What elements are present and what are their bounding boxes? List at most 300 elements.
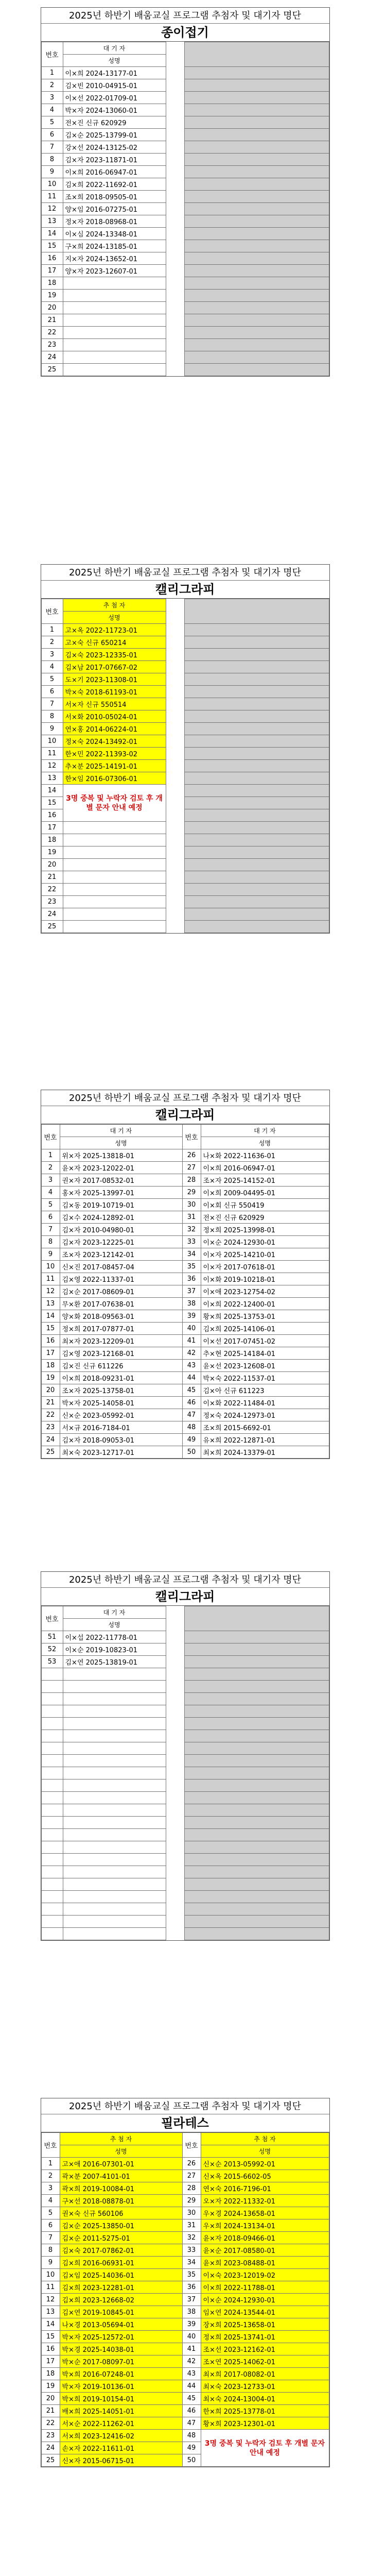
participant-name: 전×진 신규 620929 xyxy=(201,1211,329,1224)
table-row xyxy=(41,1866,329,1878)
side-column-cell xyxy=(184,723,329,735)
participant-name: 구×희 2024-13185-01 xyxy=(63,240,166,252)
column-header-number: 번호 xyxy=(182,1125,201,1149)
participant-name xyxy=(63,277,166,290)
participant-name xyxy=(63,1780,166,1792)
row-number: 7 xyxy=(41,698,63,710)
row-number: 6 xyxy=(41,1211,60,1224)
table-row xyxy=(41,673,329,686)
table-row xyxy=(41,908,329,921)
participant-name: 황×희 2023-12301-01 xyxy=(201,2417,329,2430)
side-column-cell xyxy=(184,351,329,364)
participant-name xyxy=(63,327,166,339)
notice-text: 3명 중복 및 누락자 검토 후 개별 문자 안내 예정 xyxy=(63,785,166,822)
program-name: 캘리그라피 xyxy=(41,1106,329,1124)
table-row xyxy=(41,240,329,252)
row-number: 3 xyxy=(41,649,63,661)
table-row xyxy=(41,1656,329,1668)
table-row xyxy=(41,1248,329,1261)
participant-name: 임×연 2024-13544-01 xyxy=(201,2306,329,2318)
row-number: 2 xyxy=(41,636,63,649)
table-row xyxy=(41,2368,329,2380)
row-number: 9 xyxy=(41,723,63,735)
table-row xyxy=(41,1693,329,1705)
table-row xyxy=(41,1310,329,1323)
participant-name: 정×자 2018-08968-01 xyxy=(63,215,166,228)
participant-name xyxy=(63,1742,166,1755)
table-row xyxy=(41,1397,329,1409)
side-column-cell xyxy=(184,636,329,649)
table-row xyxy=(41,2182,329,2195)
row-number: 15 xyxy=(41,1323,60,1335)
header-row xyxy=(41,599,329,612)
table-row xyxy=(41,1323,329,1335)
table-row xyxy=(41,166,329,178)
participant-name: 장×희 2025-13658-01 xyxy=(201,2318,329,2331)
table-row xyxy=(41,2195,329,2207)
column-header-number: 번호 xyxy=(182,2133,201,2158)
participant-name: 양×자 2023-12607-01 xyxy=(63,265,166,277)
row-number: 22 xyxy=(41,2417,60,2430)
participant-name: 한×민 2022-11393-02 xyxy=(63,748,166,760)
row-number: 7 xyxy=(41,1224,60,1236)
row-number: 30 xyxy=(182,1199,201,1211)
side-column-cell xyxy=(184,1693,329,1705)
participant-name: 김×아 신규 611223 xyxy=(201,1384,329,1397)
table-row xyxy=(41,191,329,203)
row-number: 15 xyxy=(41,797,63,809)
table-row xyxy=(41,896,329,908)
table-row xyxy=(41,141,329,154)
row-number: 17 xyxy=(41,822,63,834)
sheet-calligraphy-waitlist-continued xyxy=(41,1571,330,1941)
row-number: 30 xyxy=(182,2207,201,2219)
participant-name xyxy=(63,314,166,327)
side-column-cell xyxy=(184,1878,329,1891)
row-number: 7 xyxy=(41,2232,60,2244)
row-number: 49 xyxy=(182,1434,201,1446)
participant-name: 김×숙 2017-07862-01 xyxy=(60,2244,182,2257)
spacer-cell xyxy=(166,42,184,376)
table-row xyxy=(41,1878,329,1891)
side-column-cell xyxy=(184,191,329,203)
header-row xyxy=(41,2133,329,2145)
row-number: 1 xyxy=(41,624,63,636)
side-column-cell xyxy=(184,67,329,79)
row-number: 16 xyxy=(41,2343,60,2355)
row-number: 1 xyxy=(41,1149,60,1162)
participant-name: 김×자 2023-11871-01 xyxy=(63,154,166,166)
table-row xyxy=(41,723,329,735)
row-number xyxy=(41,1681,63,1693)
row-number: 43 xyxy=(182,2368,201,2380)
participant-name: 나×화 2022-11636-01 xyxy=(201,1149,329,1162)
table-row xyxy=(41,252,329,265)
row-number: 21 xyxy=(41,1397,60,1409)
participant-name: 박×자 2024-13060-01 xyxy=(63,104,166,116)
row-number: 45 xyxy=(182,1384,201,1397)
table-row xyxy=(41,178,329,191)
column-header-group: 추 첨 자 xyxy=(63,599,166,612)
participant-name xyxy=(63,1841,166,1854)
side-column-cell xyxy=(184,314,329,327)
participant-name xyxy=(63,1718,166,1730)
column-header-name: 성명 xyxy=(63,1619,166,1631)
table-row xyxy=(41,710,329,723)
row-number: 37 xyxy=(182,1285,201,1298)
table-row xyxy=(41,1631,329,1643)
participant-name: 박×숙 2022-11537-01 xyxy=(201,1372,329,1384)
row-number: 23 xyxy=(41,896,63,908)
table-row xyxy=(41,2430,329,2442)
participant-name xyxy=(63,1854,166,1866)
row-number xyxy=(41,1891,63,1903)
table-row xyxy=(41,1187,329,1199)
participant-name: 홍×자 2025-13997-01 xyxy=(60,1187,182,1199)
side-column-cell xyxy=(184,624,329,636)
row-number: 25 xyxy=(41,364,63,376)
side-column-cell xyxy=(184,846,329,859)
row-number: 5 xyxy=(41,2207,60,2219)
participant-name xyxy=(63,896,166,908)
side-column-cell xyxy=(184,302,329,314)
table-row xyxy=(41,760,329,772)
participant-name xyxy=(63,1878,166,1891)
participant-name: 김×연 2019-10845-01 xyxy=(60,2306,182,2318)
row-number: 48 xyxy=(182,1421,201,1434)
row-number: 45 xyxy=(182,2393,201,2405)
side-column-cell xyxy=(184,1841,329,1854)
side-column-cell xyxy=(184,859,329,871)
side-column-cell xyxy=(184,1903,329,1916)
table-row xyxy=(41,1903,329,1916)
row-number: 25 xyxy=(41,1446,60,1459)
participant-name: 권×자 2017-08532-01 xyxy=(60,1174,182,1187)
sheet-origami xyxy=(41,7,330,377)
participant-name xyxy=(63,1866,166,1878)
row-number: 9 xyxy=(41,1248,60,1261)
table-row xyxy=(41,2269,329,2281)
side-column-cell xyxy=(184,834,329,846)
participant-name: 윤×선 2023-12608-01 xyxy=(201,1360,329,1372)
table-row xyxy=(41,67,329,79)
table-row xyxy=(41,2244,329,2257)
table-row xyxy=(41,859,329,871)
sheet-calligraphy-winners xyxy=(41,564,330,934)
table-row xyxy=(41,698,329,710)
table-row xyxy=(41,116,329,129)
participant-name: 전×진 신규 620929 xyxy=(63,116,166,129)
participant-name: 김×임 2025-14036-01 xyxy=(60,2269,182,2281)
table-row xyxy=(41,92,329,104)
row-number: 18 xyxy=(41,834,63,846)
side-column-cell xyxy=(184,327,329,339)
participant-name: 연×홍 2014-06224-01 xyxy=(63,723,166,735)
participant-name: 곽×분 2007-4101-01 xyxy=(60,2170,182,2182)
participant-name: 정×희 2025-13998-01 xyxy=(201,1224,329,1236)
participant-name: 추×분 2025-14191-01 xyxy=(63,760,166,772)
row-number: 8 xyxy=(41,710,63,723)
table-row xyxy=(41,203,329,215)
participant-name xyxy=(63,921,166,933)
table-row xyxy=(41,2380,329,2393)
participant-name: 황×희 2025-13753-01 xyxy=(201,1310,329,1323)
participant-name: 서×자 신규 550514 xyxy=(63,698,166,710)
participant-name: 추×현 2025-14184-01 xyxy=(201,1347,329,1360)
column-header-number: 번호 xyxy=(41,599,63,624)
program-name: 캘리그라피 xyxy=(41,1588,329,1606)
row-number: 20 xyxy=(41,1384,60,1397)
column-header-group: 추 첨 자 xyxy=(60,2133,182,2145)
row-number xyxy=(41,1668,63,1681)
participant-name xyxy=(63,1693,166,1705)
table-row xyxy=(41,1335,329,1347)
roster-table xyxy=(41,599,329,933)
row-number xyxy=(41,1718,63,1730)
participant-name: 고×옥 2022-11723-01 xyxy=(63,624,166,636)
participant-name: 배×희 2025-14051-01 xyxy=(60,2405,182,2417)
column-header-group: 대 기 자 xyxy=(60,1125,182,1137)
table-row xyxy=(41,2257,329,2269)
side-column-cell xyxy=(184,1767,329,1780)
row-number xyxy=(41,1854,63,1866)
participant-name: 고×숙 신규 650214 xyxy=(63,636,166,649)
side-column-cell xyxy=(184,1730,329,1742)
row-number: 8 xyxy=(41,2244,60,2257)
row-number: 5 xyxy=(41,673,63,686)
column-header-name: 성명 xyxy=(60,2145,182,2158)
table-row xyxy=(41,1409,329,1421)
sheet-title: 2025년 하반기 배움교실 프로그램 추첨자 및 대기자 명단 xyxy=(41,8,329,24)
row-number: 9 xyxy=(41,166,63,178)
participant-name: 신×진 2017-08457-04 xyxy=(60,1261,182,1273)
side-column-cell xyxy=(184,104,329,116)
table-row xyxy=(41,1829,329,1841)
table-row xyxy=(41,265,329,277)
side-column-cell xyxy=(184,252,329,265)
table-row xyxy=(41,1211,329,1224)
row-number: 41 xyxy=(182,1335,201,1347)
row-number: 47 xyxy=(182,2417,201,2430)
participant-name: 조×자 2025-14152-01 xyxy=(201,1174,329,1187)
row-number xyxy=(41,1804,63,1817)
table-row xyxy=(41,921,329,933)
column-header-name: 성명 xyxy=(201,2145,329,2158)
row-number: 29 xyxy=(182,1187,201,1199)
participant-name: 윤×자 2018-09466-01 xyxy=(201,2232,329,2244)
row-number: 22 xyxy=(41,327,63,339)
participant-name: 위×자 2025-13818-01 xyxy=(60,1149,182,1162)
row-number: 10 xyxy=(41,1261,60,1273)
participant-name: 이×섭 2022-11778-01 xyxy=(63,1631,166,1643)
row-number: 10 xyxy=(41,2269,60,2281)
row-number: 26 xyxy=(182,1149,201,1162)
participant-name: 이×회 신규 550419 xyxy=(201,1199,329,1211)
participant-name: 이×희 2024-13177-01 xyxy=(63,67,166,79)
side-column-cell xyxy=(184,1817,329,1829)
row-number: 12 xyxy=(41,1285,60,1298)
side-column-cell xyxy=(184,1742,329,1755)
side-column-cell xyxy=(184,129,329,141)
participant-name xyxy=(63,871,166,884)
table-row xyxy=(41,636,329,649)
row-number: 3 xyxy=(41,92,63,104)
participant-name: 김×희 2016-06931-01 xyxy=(60,2257,182,2269)
row-number xyxy=(41,1916,63,1928)
row-number: 16 xyxy=(41,809,63,822)
row-number: 44 xyxy=(182,2380,201,2393)
side-column-cell xyxy=(184,884,329,896)
table-row xyxy=(41,1767,329,1780)
roster-table xyxy=(41,42,329,376)
participant-name: 조×자 2025-13758-01 xyxy=(60,1384,182,1397)
participant-name: 윤×자 2023-12022-01 xyxy=(60,1162,182,1174)
participant-name: 최×희 2024-13379-01 xyxy=(201,1446,329,1459)
table-row xyxy=(41,1841,329,1854)
side-column-cell xyxy=(184,1854,329,1866)
row-number: 21 xyxy=(41,314,63,327)
row-number: 53 xyxy=(41,1656,63,1668)
participant-name: 이×희 2022-12400-01 xyxy=(201,1298,329,1310)
participant-name: 김×순 2017-08609-01 xyxy=(60,1285,182,1298)
participant-name: 박×희 2019-10154-01 xyxy=(60,2393,182,2405)
side-column-cell xyxy=(184,228,329,240)
side-column-cell xyxy=(184,809,329,822)
participant-name: 무×환 2017-07638-01 xyxy=(60,1298,182,1310)
row-number: 34 xyxy=(182,1248,201,1261)
table-row xyxy=(41,624,329,636)
row-number: 21 xyxy=(41,2405,60,2417)
column-header-group: 대 기 자 xyxy=(63,42,166,55)
row-number: 33 xyxy=(182,1236,201,1248)
side-column-cell xyxy=(184,1755,329,1767)
table-row xyxy=(41,2294,329,2306)
table-row xyxy=(41,2393,329,2405)
table-row xyxy=(41,2281,329,2294)
row-number: 26 xyxy=(182,2158,201,2170)
table-row xyxy=(41,1162,329,1174)
participant-name: 김×희 2023-12281-01 xyxy=(60,2281,182,2294)
column-header-number: 번호 xyxy=(41,42,63,67)
side-column-header xyxy=(184,42,329,67)
table-row xyxy=(41,2343,329,2355)
participant-name: 도×기 2023-11308-01 xyxy=(63,673,166,686)
side-column-cell xyxy=(184,116,329,129)
side-column-cell xyxy=(184,1866,329,1878)
side-column-cell xyxy=(184,364,329,376)
participant-name: 이×자 2025-14210-01 xyxy=(201,1248,329,1261)
row-number: 16 xyxy=(41,252,63,265)
participant-name: 신×옥 2015-6602-05 xyxy=(201,2170,329,2182)
table-row xyxy=(41,228,329,240)
side-column-cell xyxy=(184,203,329,215)
side-column-cell xyxy=(184,1681,329,1693)
row-number: 42 xyxy=(182,2355,201,2368)
row-number: 4 xyxy=(41,104,63,116)
table-row xyxy=(41,1668,329,1681)
table-row xyxy=(41,822,329,834)
row-number: 3 xyxy=(41,2182,60,2195)
participant-name: 이×희 2016-06947-01 xyxy=(63,166,166,178)
table-row xyxy=(41,79,329,92)
table-row xyxy=(41,364,329,376)
participant-name: 김×순 2011-5275-01 xyxy=(60,2232,182,2244)
participant-name: 정×희 2017-07877-01 xyxy=(60,1323,182,1335)
participant-name: 이×화 2019-10218-01 xyxy=(201,1273,329,1285)
side-column-cell xyxy=(184,673,329,686)
row-number: 27 xyxy=(182,2170,201,2182)
participant-name: 김×동 2019-10719-01 xyxy=(60,1199,182,1211)
table-row xyxy=(41,1199,329,1211)
row-number: 38 xyxy=(182,1298,201,1310)
participant-name: 이×순 2024-12930-01 xyxy=(201,1236,329,1248)
table-row xyxy=(41,339,329,351)
row-number: 4 xyxy=(41,661,63,673)
participant-name: 김×연 2025-13819-01 xyxy=(63,1656,166,1668)
column-header-number: 번호 xyxy=(41,2133,60,2158)
participant-name: 이×화 2022-11484-01 xyxy=(201,1397,329,1409)
side-column-cell xyxy=(184,1631,329,1643)
table-row xyxy=(41,2170,329,2182)
row-number: 6 xyxy=(41,686,63,698)
row-number: 35 xyxy=(182,2269,201,2281)
row-number: 35 xyxy=(182,1261,201,1273)
participant-name: 박×숙 2018-61193-01 xyxy=(63,686,166,698)
table-row xyxy=(41,1273,329,1285)
participant-name: 김×순 2025-13850-01 xyxy=(60,2219,182,2232)
table-row xyxy=(41,1854,329,1866)
table-row xyxy=(41,1742,329,1755)
participant-name xyxy=(63,1891,166,1903)
row-number: 1 xyxy=(41,67,63,79)
row-number: 36 xyxy=(182,1273,201,1285)
row-number: 14 xyxy=(41,2318,60,2331)
row-number: 37 xyxy=(182,2294,201,2306)
participant-name: 권×숙 신규 560106 xyxy=(60,2207,182,2219)
side-column-cell xyxy=(184,277,329,290)
roster-table xyxy=(41,2132,329,2467)
participant-name: 정×숙 2024-12973-01 xyxy=(201,1409,329,1421)
column-header-name: 성명 xyxy=(63,55,166,67)
program-name: 캘리그라피 xyxy=(41,581,329,599)
row-number: 18 xyxy=(41,277,63,290)
table-row xyxy=(41,1149,329,1162)
side-column-cell xyxy=(184,1928,329,1940)
table-row xyxy=(41,2318,329,2331)
participant-name xyxy=(63,1817,166,1829)
participant-name: 서×화 2010-05024-01 xyxy=(63,710,166,723)
participant-name: 김×자 2023-12225-01 xyxy=(60,1236,182,1248)
side-column-cell xyxy=(184,772,329,785)
column-header-name: 성명 xyxy=(201,1137,329,1149)
participant-name: 유×희 2022-12871-01 xyxy=(201,1434,329,1446)
row-number xyxy=(41,1903,63,1916)
participant-name: 이×순 2019-10823-01 xyxy=(63,1643,166,1656)
row-number: 39 xyxy=(182,2318,201,2331)
participant-name: 박×희 2016-07248-01 xyxy=(60,2368,182,2380)
table-row xyxy=(41,1224,329,1236)
participant-name: 윤×희 2023-08488-01 xyxy=(201,2257,329,2269)
participant-name xyxy=(63,1792,166,1804)
table-row xyxy=(41,2219,329,2232)
table-row xyxy=(41,1928,329,1940)
participant-name: 강×선 2024-13125-02 xyxy=(63,141,166,154)
row-number: 25 xyxy=(41,921,63,933)
table-row xyxy=(41,785,329,797)
participant-name xyxy=(63,846,166,859)
table-row xyxy=(41,1705,329,1718)
row-number: 5 xyxy=(41,1199,60,1211)
